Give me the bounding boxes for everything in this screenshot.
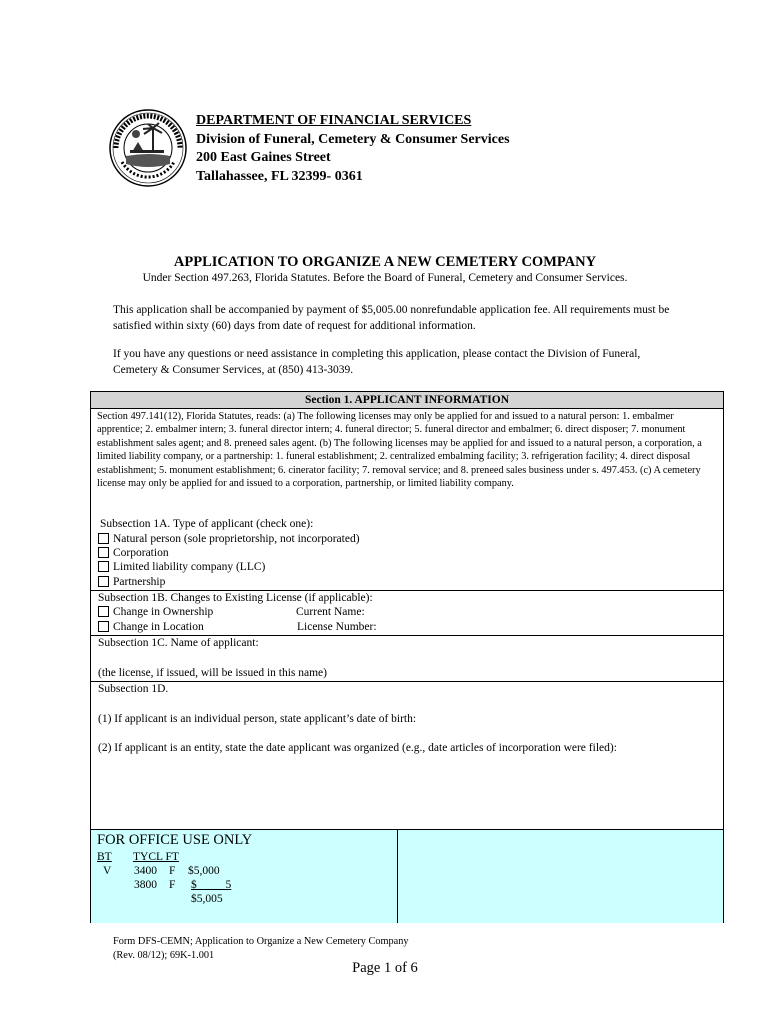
organization-date-question: (2) If applicant is an entity, state the date applicant was organized (e.g., date articles of incorporation were filed): (98, 742, 617, 754)
option-llc[interactable] (98, 560, 265, 575)
agency-header (196, 112, 510, 186)
option-partnership-label: Partnership (113, 576, 166, 588)
form-subtitle: Under Section 497.263, Florida Statutes. Before the Board of Funeral, Cemetery and Consumer Services. (142, 272, 628, 284)
section1-form (90, 391, 724, 923)
current-name-field[interactable]: Current Name: (296, 606, 365, 618)
office-use-heading: FOR OFFICE USE ONLY (97, 832, 253, 848)
subsection-1b-label: Subsection 1B. Changes to Existing License (if applicable): (98, 592, 373, 604)
option-change-location-label: Change in Location (113, 621, 204, 633)
section1-heading: Section 1. APPLICANT INFORMATION (91, 392, 723, 409)
checkbox-change-location[interactable] (98, 621, 109, 632)
bt-value: V (103, 865, 112, 877)
fee-row-code: 3400 (134, 865, 157, 877)
statute-paragraph: Section 497.141(12), Florida Statutes, reads: (a) The following licenses may only be applied for and issued to a natural person: 1. embalmer apprentice; 2. embalmer intern; 3. funeral director intern; 4. funeral director; 5. funeral director and embalmer; 6. direct disposer; 7. monument establishment sales agent; and 8. preneed sales agent. (b) The following licenses may be applied for and issued to a natural person, a corporation, a limited liability company, or a partnership: 1. funeral establishment; 2. centralized embalming facility; 3. refrigeration facility; 4. direct disposal establishment; 5. monument establishment; 6. cinerator facility; 7. removal service; and 8. preneed sales business under s. 497.453. (c) A cemetery license may only be applied for and issued to a corporation, partnership, or limited liability company. (97, 411, 702, 490)
form-footer (113, 935, 409, 962)
tycl-label: TYCL FT (133, 851, 179, 863)
checkbox-change-ownership[interactable] (98, 606, 109, 617)
florida-state-seal (108, 108, 188, 188)
revision-line: (Rev. 08/12); 69K-1.001 (113, 949, 215, 961)
form-title: APPLICATION TO ORGANIZE A NEW CEMETERY COMPANY (173, 254, 597, 270)
subsection-1d-label: Subsection 1D. (98, 683, 169, 695)
department-name: DEPARTMENT OF FINANCIAL SERVICES (196, 113, 472, 128)
fee-row-amount: $5,000 (188, 865, 220, 877)
subsection-1c-label: Subsection 1C. Name of applicant: (98, 637, 259, 649)
fee-paragraph: This application shall be accompanied by payment of $5,005.00 nonrefundable application fee. All requirements must be satisfied within sixty (60) days from date of request for additional information. (113, 304, 670, 332)
checkbox-corporation[interactable] (98, 547, 109, 558)
fee-row-code: 3800 (134, 879, 157, 891)
checkbox-natural-person[interactable] (98, 533, 109, 544)
checkbox-llc[interactable] (98, 561, 109, 572)
contact-paragraph: If you have any questions or need assistance in completing this application, please contact the Division of Funeral, Cemetery & Consumer Services, at (850) 413-3039. (113, 348, 641, 376)
page-number: Page 1 of 6 (352, 960, 418, 976)
office-use-panel (91, 829, 723, 923)
option-natural-person[interactable] (98, 532, 360, 547)
fee-total: $5,005 (191, 893, 223, 905)
option-llc-label: Limited liability company (LLC) (113, 561, 266, 573)
subsection-1a-label: Subsection 1A. Type of applicant (check one): (100, 518, 314, 530)
option-corporation-label: Corporation (113, 547, 169, 559)
option-partnership[interactable] (98, 575, 165, 590)
fee-row-amount: $ 5 (191, 879, 232, 891)
divider-1c (91, 681, 723, 682)
division-name: Division of Funeral, Cemetery & Consumer Services (196, 131, 510, 147)
date-of-birth-question: (1) If applicant is an individual person, state applicant’s date of birth: (98, 713, 417, 725)
checkbox-partnership[interactable] (98, 576, 109, 587)
bt-label: BT (97, 851, 112, 863)
option-change-ownership-label: Change in Ownership (113, 606, 214, 618)
license-number-field[interactable]: License Number: (297, 621, 377, 633)
applicant-name-note: (the license, if issued, will be issued in this name) (98, 667, 327, 679)
fee-row-ft: F (169, 879, 176, 891)
fee-row-ft: F (169, 865, 176, 877)
office-use-divider (397, 830, 398, 923)
option-change-ownership[interactable] (98, 605, 213, 620)
option-natural-person-label: Natural person (sole proprietorship, not incorporated) (113, 533, 360, 545)
option-change-location[interactable] (98, 620, 204, 635)
city-address: Tallahassee, FL 32399- 0361 (196, 168, 363, 184)
option-corporation[interactable] (98, 546, 169, 561)
street-address: 200 East Gaines Street (196, 150, 331, 165)
form-identifier: Form DFS-CEMN; Application to Organize a New Cemetery Company (113, 936, 409, 947)
